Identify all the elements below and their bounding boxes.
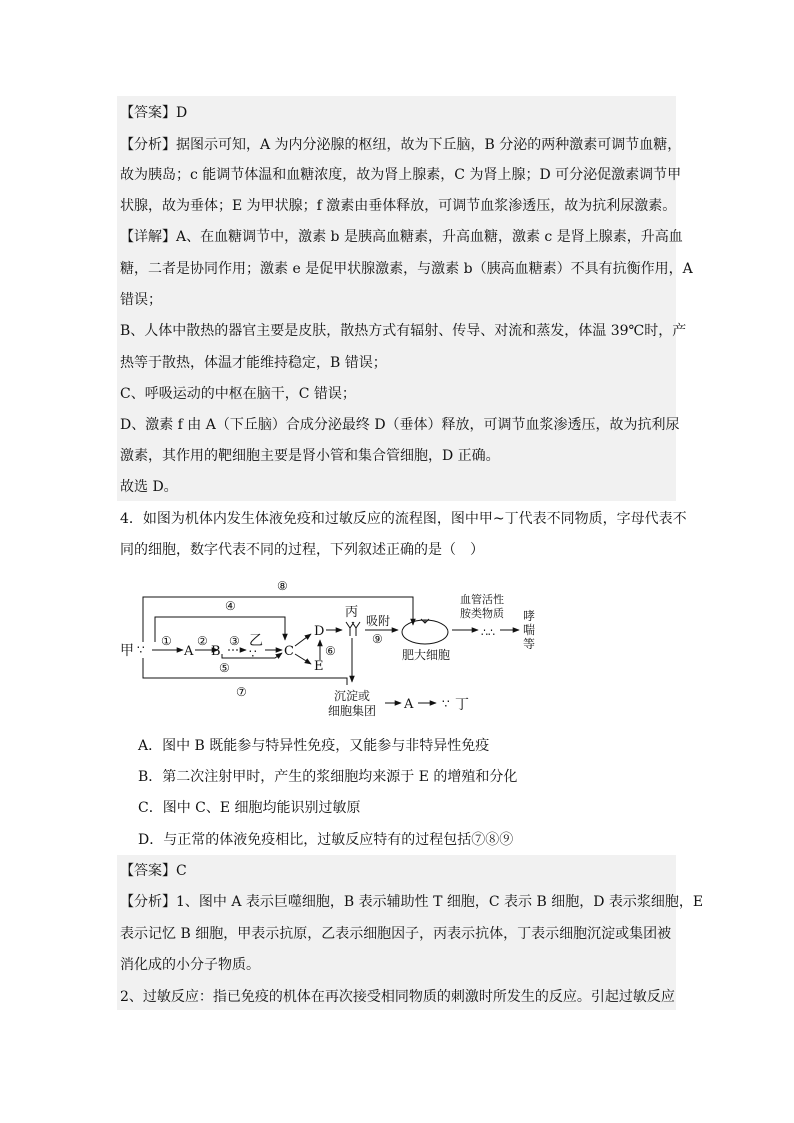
analysis-line: 状腺，故为垂体；E 为甲状腺；f 激素由垂体释放，可调节血浆渗透压，故为抗利尿激素。 [120, 198, 677, 214]
label-wheeze-1: 哮 [523, 609, 536, 623]
label-n7: ⑦ [236, 685, 247, 699]
label-n8: ⑧ [277, 579, 288, 593]
label-vasoactive-1: 血管活性 [460, 593, 504, 606]
option-b[interactable]: B．第二次注射甲时，产生的浆细胞均来源于 E 的增殖和分化 [138, 769, 518, 785]
detail-line: B、人体中散热的器官主要是皮肤，散热方式有辐射、传导、对流和蒸发，体温 39℃时，产 [120, 323, 687, 339]
analysis-line: 故为胰岛；c 能调节体温和血糖浓度，故为肾上腺素，C 为肾上腺；D 可分泌促激素调节甲 [120, 167, 682, 183]
detail-line: C、呼吸运动的中枢在脑干，C 错误； [120, 386, 356, 402]
arrow-c-e [295, 654, 311, 664]
option-c[interactable]: C．图中 C、E 细胞均能识别过敏原 [138, 800, 361, 816]
analysis-line: 消化成的小分子物质。 [120, 957, 260, 973]
option-a[interactable]: A．图中 B 既能参与特异性免疫，又能参与非特异性免疫 [138, 738, 490, 754]
label-n3: ③ [229, 634, 240, 648]
antigen-dots: ∵ [137, 643, 145, 657]
label-wheeze-2: 喘 [523, 623, 536, 637]
product-dots: ∵ [442, 697, 450, 711]
label-cell-c: C [284, 644, 294, 659]
label-n1: ① [161, 634, 172, 648]
label-n9: ⑨ [372, 632, 383, 646]
analysis-line: 【分析】据图示可知，A 为内分泌腺的枢纽，故为下丘脑，B 分泌的两种激素可调节血糖， [120, 137, 682, 153]
immune-flow-diagram [0, 570, 794, 730]
label-precip-2: 细胞集团 [328, 704, 377, 718]
cytokine-dots: ∵ [249, 647, 257, 661]
label-cell-b: B [211, 644, 221, 659]
label-precip-1: 沉淀或 [334, 689, 371, 703]
detail-line: 故选 D。 [120, 479, 178, 495]
label-n2: ② [197, 634, 208, 648]
label-vasoactive-2: 胺类物质 [460, 607, 504, 620]
answer-4-label: 【答案】C [120, 863, 187, 879]
detail-line: 激素，其作用的靶细胞主要是肾小管和集合管细胞，D 正确。 [120, 448, 500, 464]
label-cell-a-2: A [404, 697, 414, 712]
arrow-c-d [295, 634, 311, 646]
detail-line: D、激素 f 由 A（下丘脑）合成分泌最终 D（垂体）释放，可调节血浆渗透压，故为抗利尿 [120, 417, 680, 433]
label-jia: 甲 [120, 643, 134, 659]
analysis-line: 【分析】1、图中 A 表示巨噬细胞，B 表示辅助性 T 细胞，C 表示 B 细胞，D 表示浆细胞，E [120, 894, 704, 910]
label-adsorb: 吸附 [366, 614, 391, 628]
analysis-line: 表示记忆 B 细胞，甲表示抗原，乙表示细胞因子，丙表示抗体，丁表示细胞沉淀或集团被 [120, 926, 672, 942]
label-cell-d: D [314, 624, 325, 639]
label-cell-e: E [314, 659, 324, 674]
label-mast-cell: 肥大细胞 [402, 648, 451, 662]
label-ding: 丁 [455, 697, 469, 713]
label-yi: 乙 [249, 633, 263, 649]
label-n5: ⑤ [219, 661, 230, 675]
option-d[interactable]: D．与正常的体液免疫相比，过敏反应特有的过程包括⑦⑧⑨ [138, 832, 514, 848]
label-bing: 丙 [345, 605, 359, 620]
question-4-stem: 4．如图为机体内发生体液免疫和过敏反应的流程图，图中甲~丁代表不同物质，字母代表不 [120, 511, 687, 527]
detail-line: 热等于散热，体温才能维持稳定，B 错误； [120, 355, 387, 371]
antibody-symbol [346, 622, 360, 636]
question-4-stem: 同的细胞，数字代表不同的过程，下列叙述正确的是（ ） [120, 542, 484, 558]
label-n6: ⑥ [325, 644, 336, 658]
analysis-line: 2、过敏反应：指已免疫的机体在再次接受相同物质的刺激时所发生的反应。引起过敏反应 [120, 989, 675, 1005]
amine-dots: ∴∴ [481, 626, 495, 639]
label-wheeze-3: 等 [523, 637, 536, 651]
detail-line: 【详解】A、在血糖调节中，激素 b 是胰高血糖素，升高血糖，激素 c 是肾上腺素，升高血 [120, 229, 683, 245]
detail-line: 糖，二者是协同作用；激素 e 是促甲状腺激素，与激素 b（胰高血糖素）不具有抗衡作用，A [120, 261, 693, 277]
detail-line: 错误； [120, 292, 162, 308]
arrow-4 [155, 617, 285, 642]
label-cell-a: A [184, 644, 194, 659]
answer-1-label: 【答案】D [120, 105, 188, 121]
label-n4: ④ [225, 599, 236, 613]
